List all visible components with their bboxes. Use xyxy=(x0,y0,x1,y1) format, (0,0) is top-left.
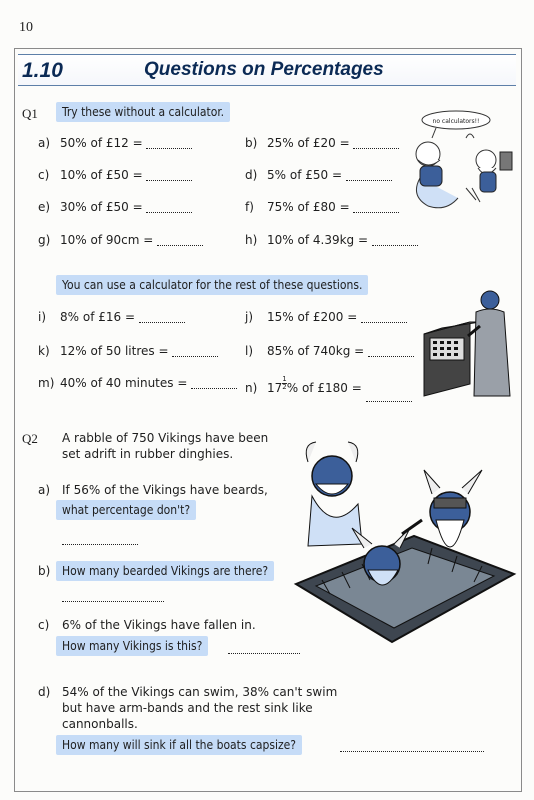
q2c-text: 6% of the Vikings have fallen in. xyxy=(62,618,256,632)
answer-blank[interactable] xyxy=(157,235,203,246)
answer-blank[interactable] xyxy=(366,391,412,402)
answer-blank[interactable] xyxy=(361,312,407,323)
q1-item-g: g) 10% of 90cm = xyxy=(38,233,203,247)
q1-item-j: j) 15% of £200 = xyxy=(245,310,407,324)
answer-blank[interactable] xyxy=(172,346,218,357)
answer-blank[interactable] xyxy=(228,652,300,654)
q2b-question: How many bearded Vikings are there? xyxy=(56,561,274,581)
section-title: Questions on Percentages xyxy=(144,59,384,80)
q1-item-c: c) 10% of £50 = xyxy=(38,168,192,182)
q2c-label: c) xyxy=(38,618,50,632)
q1-item-k: k) 12% of 50 litres = xyxy=(38,344,218,358)
q2d-text-2: but have arm-bands and the rest sink like xyxy=(62,701,313,715)
q1-item-m: m) 40% of 40 minutes = xyxy=(38,376,237,390)
answer-blank[interactable] xyxy=(62,600,164,602)
answer-blank[interactable] xyxy=(353,138,399,149)
vikings-dinghy-cartoon xyxy=(282,424,518,648)
q2c-question: How many Vikings is this? xyxy=(56,636,208,656)
q1-item-d: d) 5% of £50 = xyxy=(245,168,392,182)
q1-item-a: a) 50% of £12 = xyxy=(38,136,192,150)
answer-blank[interactable] xyxy=(191,378,237,389)
answer-blank[interactable] xyxy=(340,750,484,752)
q2-intro-1: A rabble of 750 Vikings have been xyxy=(62,431,269,445)
speech-bubble-text: no calculators!! xyxy=(432,118,480,125)
q1-item-l: l) 85% of 740kg = xyxy=(245,344,414,358)
q1-item-h: h) 10% of 4.39kg = xyxy=(245,233,418,247)
section-number: 1.10 xyxy=(22,59,63,82)
q2d-text-1: 54% of the Vikings can swim, 38% can't swim xyxy=(62,685,338,699)
answer-blank[interactable] xyxy=(139,312,185,323)
q2a-question: what percentage don't? xyxy=(56,500,196,520)
q1-label: Q1 xyxy=(22,106,38,121)
q1-item-n: n) 17 $\frac{1}{2}$ % of £180 = xyxy=(245,376,412,402)
no-calculators-cartoon xyxy=(406,108,518,212)
answer-blank[interactable] xyxy=(372,235,418,246)
q1-item-f: f) 75% of £80 = xyxy=(245,200,399,214)
q1-item-e: e) 30% of £50 = xyxy=(38,200,192,214)
calc-instruction: You can use a calculator for the rest of these questions. xyxy=(56,275,368,295)
answer-blank[interactable] xyxy=(62,543,138,545)
q1-item-i: i) 8% of £16 = xyxy=(38,310,185,324)
q2d-text-3: cannonballs. xyxy=(62,717,138,731)
q2d-question: How many will sink if all the boats capsize? xyxy=(56,735,302,755)
q1-item-b: b) 25% of £20 = xyxy=(245,136,399,150)
answer-blank[interactable] xyxy=(368,346,414,357)
page-number: 10 xyxy=(19,20,33,35)
q2d-label: d) xyxy=(38,685,51,699)
answer-blank[interactable] xyxy=(346,170,392,181)
answer-blank[interactable] xyxy=(146,138,192,149)
q2-label: Q2 xyxy=(22,431,38,446)
q1-instruction: Try these without a calculator. xyxy=(56,102,230,122)
q2-intro-2: set adrift in rubber dinghies. xyxy=(62,447,234,461)
q2b-label: b) xyxy=(38,564,51,578)
answer-blank[interactable] xyxy=(146,202,192,213)
answer-blank[interactable] xyxy=(353,202,399,213)
calculator-cartoon xyxy=(420,286,516,402)
q2a-label: a) xyxy=(38,483,51,497)
q2a-text: If 56% of the Vikings have beards, xyxy=(62,483,268,497)
answer-blank[interactable] xyxy=(146,170,192,181)
